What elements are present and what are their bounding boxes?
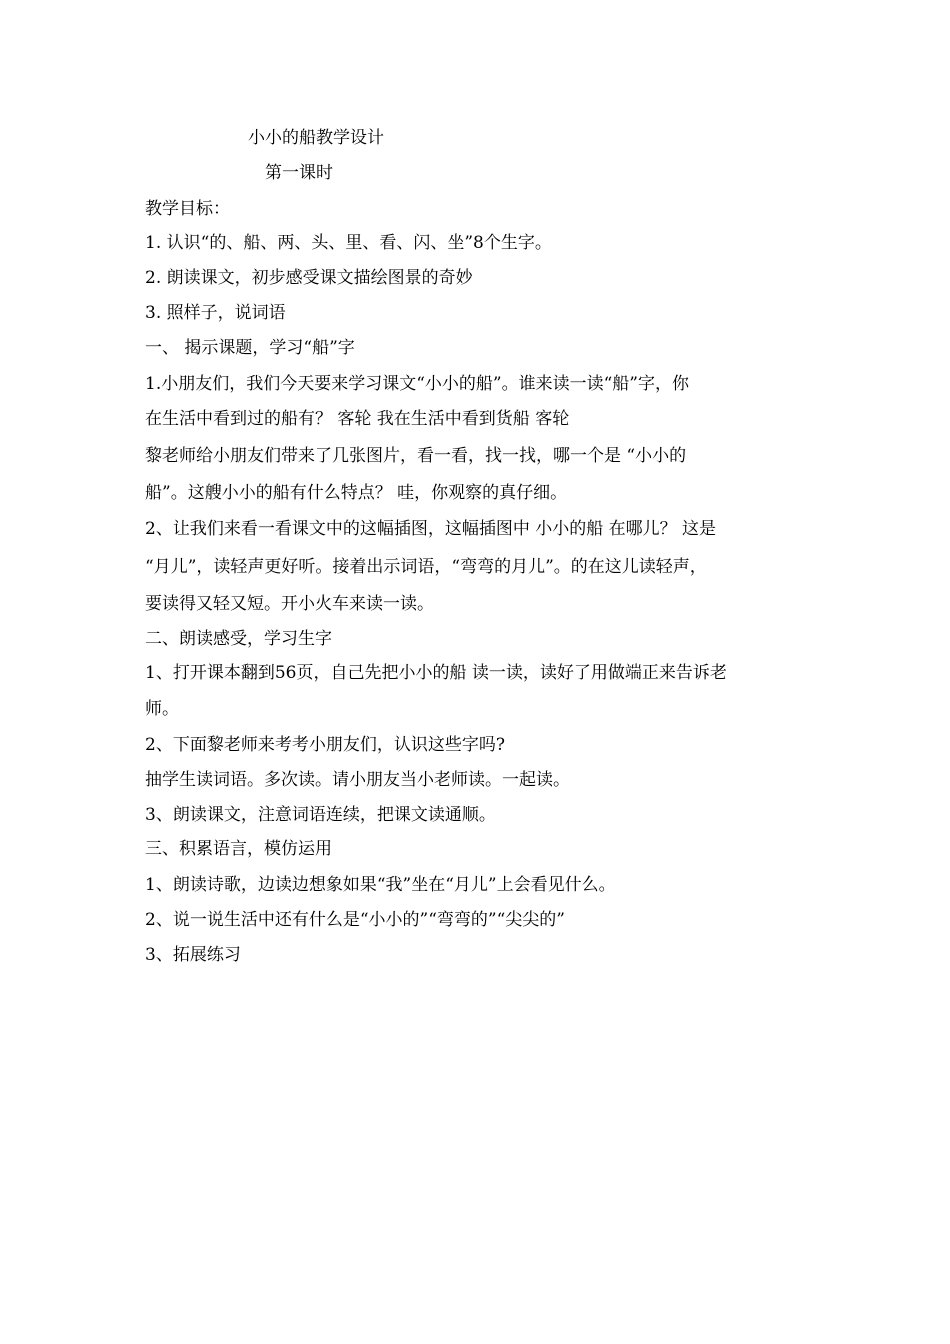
paragraph-line: 1、打开课本翻到56页，自己先把小小的船 读一读，读好了用做端正来告诉老 (145, 663, 727, 683)
paragraph-line: 1、朗读诗歌，边读边想象如果“我”坐在“月儿”上会看见什么。 (145, 875, 616, 895)
document-title: 小小的船教学设计 (248, 128, 384, 148)
paragraph-line: 师。 (145, 699, 179, 719)
section-heading-1: 一、 揭示课题，学习“船”字 (145, 338, 355, 358)
paragraph-line: “月儿”，读轻声更好听。接着出示词语，“弯弯的月儿”。的在这儿读轻声， (145, 557, 707, 577)
section-heading-2: 二、朗读感受，学习生字 (145, 629, 332, 649)
paragraph-line: 3、朗读课文，注意词语连续，把课文读通顺。 (145, 805, 496, 825)
section-heading-goals: 教学目标： (145, 199, 230, 219)
paragraph-line: 船”。这艘小小的船有什么特点？ 哇，你观察的真仔细。 (145, 483, 568, 503)
paragraph-line: 在生活中看到过的船有？ 客轮 我在生活中看到货船 客轮 (145, 409, 570, 429)
paragraph-line: 1.小朋友们，我们今天要来学习课文“小小的船”。谁来读一读“船”字，你 (145, 374, 689, 394)
goal-item-1: 1. 认识“的、船、两、头、里、看、闪、坐”8个生字。 (145, 233, 552, 253)
paragraph-line: 黎老师给小朋友们带来了几张图片，看一看，找一找，哪一个是 “小小的 (145, 446, 687, 466)
paragraph-line: 2、下面黎老师来考考小朋友们，认识这些字吗? (145, 735, 505, 755)
paragraph-line: 2、说一说生活中还有什么是“小小的”“弯弯的”“尖尖的” (145, 910, 565, 930)
paragraph-line: 要读得又轻又短。开小火车来读一读。 (145, 594, 434, 614)
paragraph-line: 抽学生读词语。多次读。请小朋友当小老师读。一起读。 (145, 770, 570, 790)
goal-item-3: 3. 照样子，说词语 (145, 303, 286, 323)
section-heading-3: 三、积累语言，模仿运用 (145, 839, 332, 859)
paragraph-line: 3、拓展练习 (145, 945, 241, 965)
goal-item-2: 2. 朗读课文，初步感受课文描绘图景的奇妙 (145, 268, 473, 288)
paragraph-line: 2、让我们来看一看课文中的这幅插图，这幅插图中 小小的船 在哪儿？ 这是 (145, 519, 717, 539)
document-subtitle: 第一课时 (265, 163, 333, 183)
